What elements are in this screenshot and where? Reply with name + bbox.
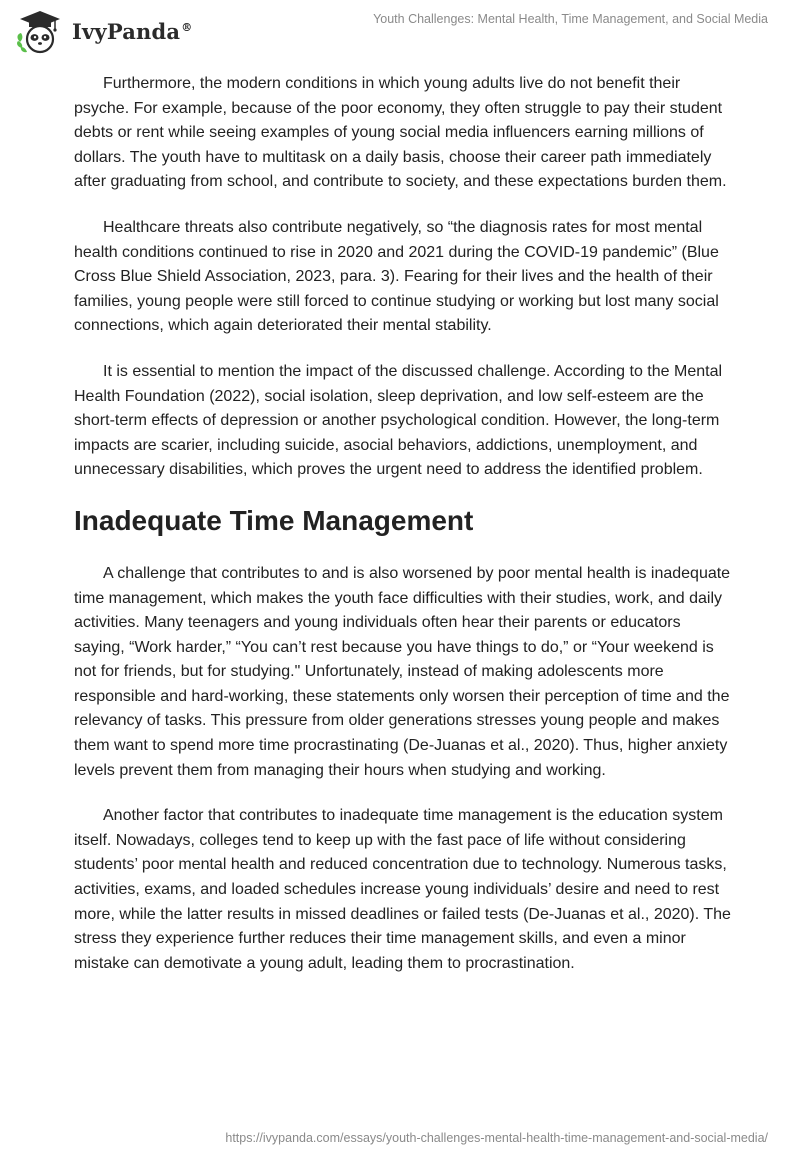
paragraph: Furthermore, the modern conditions in which young adults live do not benefit their psyche. For example, because of the poor economy, they often struggle to pay their student debts or rent while seeing examples of young social media influencers earning millions of dollars. The youth have to multitask on a daily basis, choose their career path immediately after graduating from school, and contribute to society, and these expectations burden them.: [74, 75, 727, 191]
ivypanda-logo[interactable]: [14, 8, 192, 54]
logo-wordmark: IvyPanda®: [72, 18, 193, 44]
paragraph: Healthcare threats also contribute negatively, so “the diagnosis rates for most mental health conditions continued to rise in 2020 and 2021 during the COVID-19 pandemic” (Blue Cross Blue Shield Association, 2023, para. 3). Fearing for their lives and the health of their families, young people were still forced to continue studying or working but lost many social connections, which again deteriorated their mental stability.: [74, 218, 719, 335]
registered-mark: ®: [181, 20, 193, 34]
essay-content: [74, 72, 734, 997]
page-header: [0, 0, 800, 60]
paragraph: A challenge that contributes to and is also worsened by poor mental health is inadequate time management, which makes the youth face difficulties with their studies, work, and daily activities. Many teenagers and young individuals often hear their parents or educators saying, “Work harder,” “You can’t rest because you have things to do,” or “Your weekend is not for friends, but for studying." Unfortunately, instead of making adolescents more responsible and hard-working, these statements only worsen their perception of time and the relevancy of tasks. This pressure from older generations stresses young people and makes them want to spend more time procrastinating (De-Juanas et al., 2020). Thus, higher anxiety levels prevent them from managing their hours when studying and working.: [74, 564, 731, 779]
panda-graduate-icon: [14, 8, 66, 54]
section-heading: Inadequate Time Management: [74, 504, 474, 536]
document-title: Youth Challenges: Mental Health, Time Management, and Social Media: [373, 12, 768, 26]
paragraph: Another factor that contributes to inadequate time management is the education system itself. Nowadays, colleges tend to keep up with the fast pace of life without considering students’ poor mental health and reduced concentration due to technology. Numerous tasks, activities, exams, and loaded schedules increase young individuals’ desire and need to rest more, while the latter results in missed deadlines or failed tests (De-Juanas et al., 2020). The stress they experience further reduces their time management skills, and even a minor mistake can demotivate a young adult, leading them to procrastination.: [74, 807, 731, 972]
source-url[interactable]: https://ivypanda.com/essays/youth-challenges-mental-health-time-management-and-social-media/: [225, 1131, 768, 1145]
paragraph: It is essential to mention the impact of the discussed challenge. According to the Mental Health Foundation (2022), social isolation, sleep deprivation, and low self-esteem are the short-term effects of depression or another psychological condition. However, the long-term impacts are scarier, including suicide, asocial behaviors, addictions, unemployment, and unnecessary disabilities, which proves the urgent need to address the identified problem.: [74, 362, 723, 479]
